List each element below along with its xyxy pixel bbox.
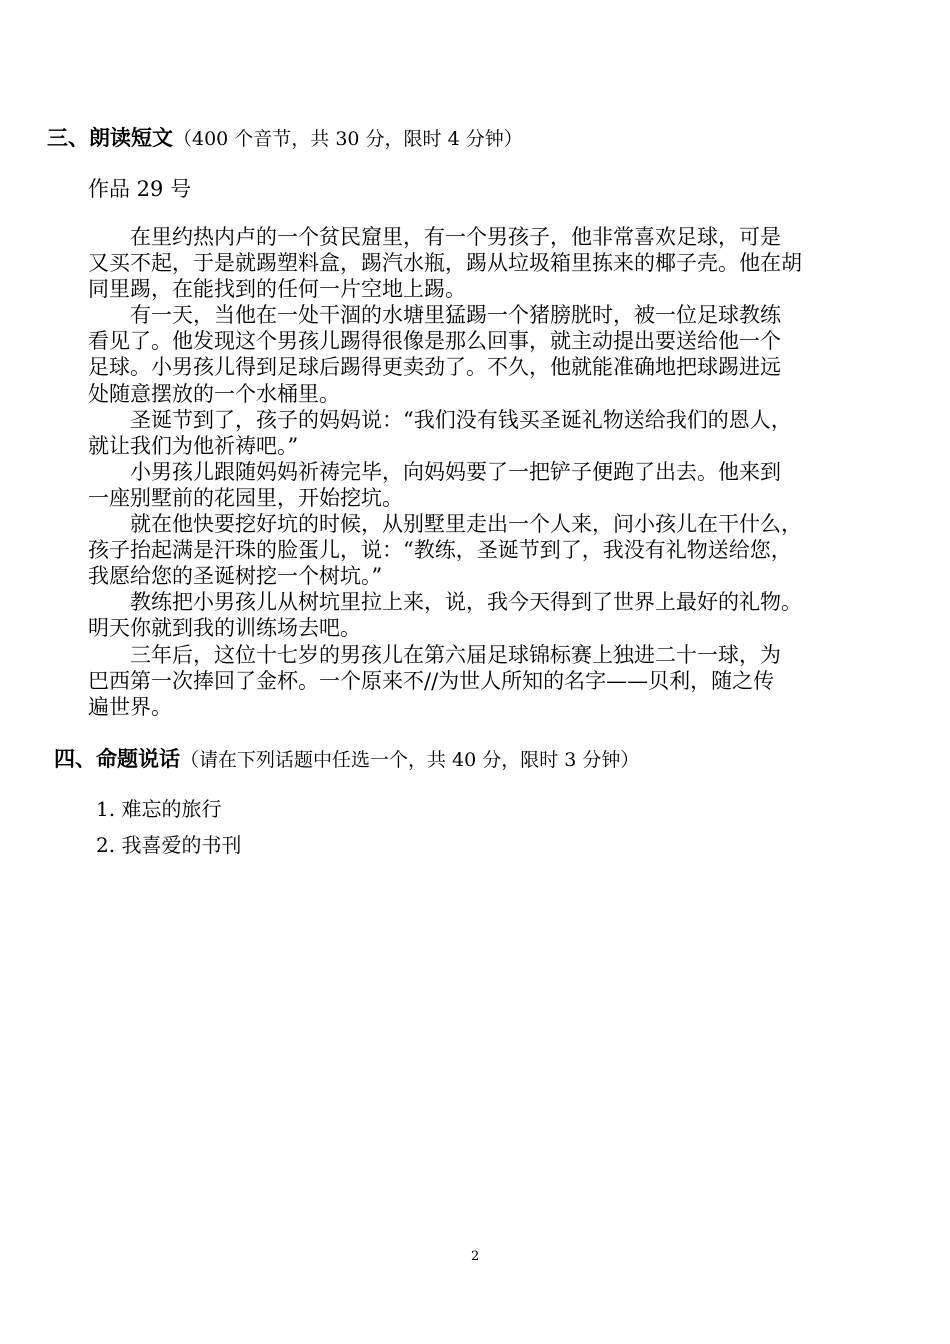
passage-paragraph-3 [88,407,888,459]
section-3-title: 三、朗读短文 [47,126,173,150]
passage-paragraph-4 [88,459,888,511]
passage-line: 处随意摆放的一个水桶里。 [88,381,340,406]
passage-line: 圣诞节到了，孩子的妈妈说：“我们没有钱买圣诞礼物送给我们的恩人， [130,407,792,432]
passage-line: 在里约热内卢的一个贫民窟里，有一个男孩子，他非常喜欢足球，可是 [130,225,781,249]
passage-line: 我愿给您的圣诞树挖一个树坑。” [88,564,383,589]
passage-line: 遍世界。 [88,694,172,719]
passage-paragraph-1 [88,224,888,302]
section-3-heading [47,124,523,153]
topic-item-1: 1. 难忘的旅行 [96,797,222,821]
passage-line: 孩子抬起满是汗珠的脸蛋儿，说：“教练，圣诞节到了，我没有礼物送给您， [88,538,792,563]
section-4-title: 四、命题说话 [54,747,180,771]
section-4-note: （请在下列话题中任选一个，共 40 分，限时 3 分钟） [180,749,640,771]
passage-paragraph-7 [88,642,888,720]
passage-paragraph-5 [88,511,888,589]
topic-item-2: 2. 我喜爱的书刊 [96,833,242,857]
reading-passage [88,224,888,720]
section-4-heading [54,745,639,774]
passage-line: 足球。小男孩儿得到足球后踢得更卖劲了。不久，他就能准确地把球踢进远 [88,355,781,380]
passage-paragraph-6 [88,589,888,641]
passage-line: 有一天，当他在一处干涸的水塘里猛踢一个猪膀胱时，被一位足球教练 [130,303,781,328]
passage-line: 就在他快要挖好坑的时候，从别墅里走出一个人来，问小孩儿在干什么， [130,512,802,537]
passage-line: 就让我们为他祈祷吧。” [88,433,299,458]
passage-line: 三年后，这位十七岁的男孩儿在第六届足球锦标赛上独进二十一球，为 [130,642,781,667]
work-title: 作品 29 号 [88,177,192,201]
passage-line: 巴西第一次捧回了金杯。一个原来不//为世人所知的名字——贝利，随之传 [88,668,775,693]
passage-paragraph-2 [88,302,888,406]
section-3-note: （400 个音节，共 30 分，限时 4 分钟） [173,128,523,150]
passage-line: 同里踢，在能找到的任何一片空地上踢。 [88,277,466,302]
passage-line: 教练把小男孩儿从树坑里拉上来，说，我今天得到了世界上最好的礼物。 [130,590,802,615]
passage-line: 明天你就到我的训练场去吧。 [88,616,361,641]
page-number: 2 [471,1249,480,1264]
passage-line: 小男孩儿跟随妈妈祈祷完毕，向妈妈要了一把铲子便跑了出去。他来到 [130,459,781,484]
passage-line: 又买不起，于是就踢塑料盒，踢汽水瓶，踢从垃圾箱里拣来的椰子壳。他在胡 [88,251,802,276]
passage-line: 一座别墅前的花园里，开始挖坑。 [88,485,403,510]
passage-line: 看见了。他发现这个男孩儿踢得很像是那么回事，就主动提出要送给他一个 [88,329,781,354]
